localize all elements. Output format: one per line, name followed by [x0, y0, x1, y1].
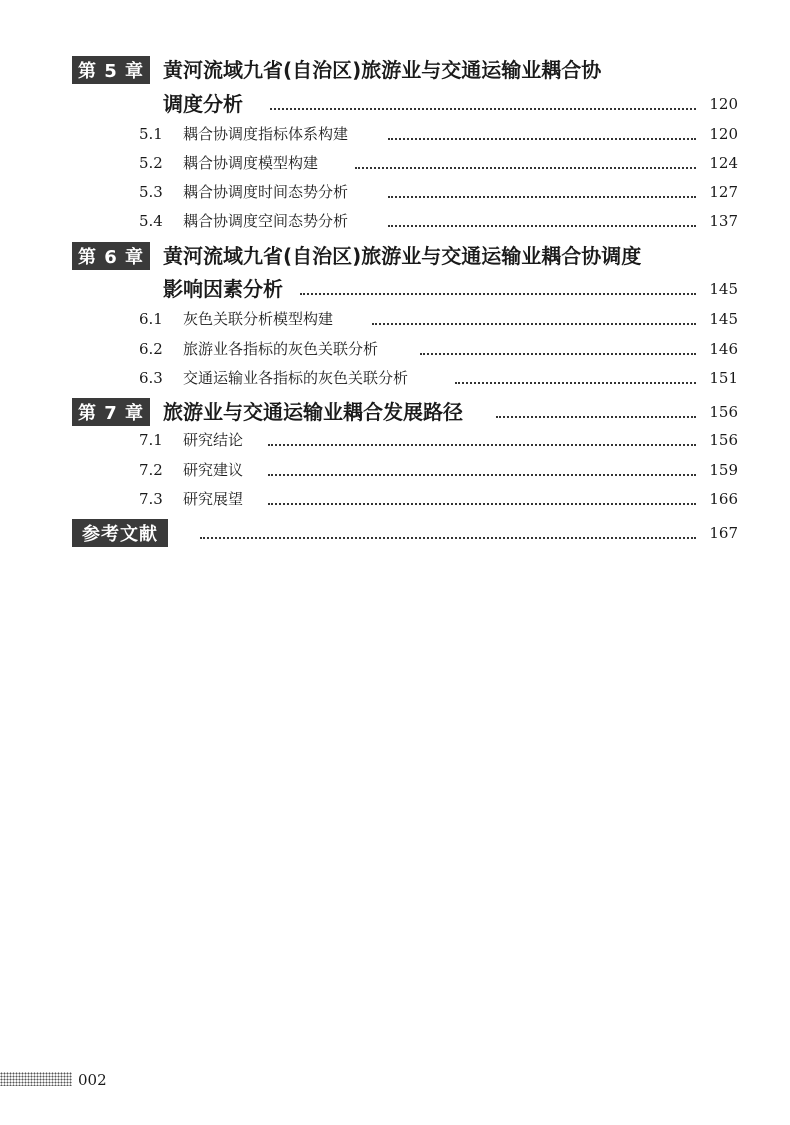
section-number: 5.4 — [139, 212, 163, 230]
section-number: 7.2 — [139, 461, 163, 479]
chapter-badge: 第 6 章 — [72, 242, 150, 270]
page-number: 137 — [709, 212, 738, 230]
page-number: 156 — [709, 431, 738, 449]
page-number: 167 — [709, 524, 738, 542]
footer-dot-pattern — [0, 1072, 72, 1086]
section-title: 研究建议 — [183, 461, 244, 479]
section-title: 耦合协调度模型构建 — [183, 154, 319, 172]
chapter-6-heading[interactable] — [0, 242, 790, 272]
leader-dots — [200, 537, 696, 539]
section-number: 6.2 — [139, 340, 163, 358]
section-title: 旅游业各指标的灰色关联分析 — [183, 340, 379, 358]
chapter-title: 黄河流域九省(自治区)旅游业与交通运输业耦合协调度 — [163, 244, 642, 268]
page-number: 166 — [709, 490, 738, 508]
section-title: 耦合协调度指标体系构建 — [183, 125, 349, 143]
page-footer — [0, 1068, 200, 1092]
section-number: 7.3 — [139, 490, 163, 508]
page-number: 146 — [709, 340, 738, 358]
leader-dots — [455, 382, 696, 384]
leader-dots — [355, 167, 696, 169]
leader-dots — [496, 416, 696, 418]
references-badge: 参考文献 — [72, 519, 168, 547]
toc-entry[interactable] — [0, 307, 790, 337]
section-title: 研究展望 — [183, 490, 244, 508]
section-title: 耦合协调度时间态势分析 — [183, 183, 349, 201]
page-number: 145 — [709, 310, 738, 328]
page-number: 124 — [709, 154, 738, 172]
leader-dots — [420, 353, 696, 355]
section-number: 6.1 — [139, 310, 163, 328]
chapter-5-heading[interactable] — [0, 56, 790, 86]
chapter-6-heading-cont[interactable] — [0, 275, 790, 305]
footer-page-number: 002 — [78, 1071, 107, 1089]
chapter-5-heading-cont[interactable] — [0, 90, 790, 120]
chapter-badge: 第 5 章 — [72, 56, 150, 84]
chapter-title-cont: 影响因素分析 — [163, 277, 283, 301]
toc-entry[interactable] — [0, 122, 790, 152]
section-title: 耦合协调度空间态势分析 — [183, 212, 349, 230]
section-title: 交通运输业各指标的灰色关联分析 — [183, 369, 409, 387]
toc-entry[interactable] — [0, 366, 790, 396]
toc-entry[interactable] — [0, 151, 790, 181]
toc-entry[interactable] — [0, 209, 790, 239]
page-number: 156 — [709, 403, 738, 421]
page-number: 145 — [709, 280, 738, 298]
page-number: 151 — [709, 369, 738, 387]
leader-dots — [300, 293, 696, 295]
leader-dots — [268, 474, 696, 476]
leader-dots — [388, 225, 696, 227]
leader-dots — [372, 323, 696, 325]
leader-dots — [388, 196, 696, 198]
chapter-badge: 第 7 章 — [72, 398, 150, 426]
section-number: 5.1 — [139, 125, 163, 143]
leader-dots — [268, 444, 696, 446]
references-heading[interactable] — [0, 519, 790, 549]
toc-entry[interactable] — [0, 458, 790, 488]
section-number: 7.1 — [139, 431, 163, 449]
section-number: 6.3 — [139, 369, 163, 387]
page-number: 120 — [709, 125, 738, 143]
page-number: 127 — [709, 183, 738, 201]
chapter-7-heading[interactable] — [0, 398, 790, 428]
page-number: 120 — [709, 95, 738, 113]
leader-dots — [388, 138, 696, 140]
toc-entry[interactable] — [0, 180, 790, 210]
page-number: 159 — [709, 461, 738, 479]
section-title: 研究结论 — [183, 431, 244, 449]
leader-dots — [268, 503, 696, 505]
chapter-title-cont: 调度分析 — [163, 92, 243, 116]
chapter-title: 旅游业与交通运输业耦合发展路径 — [163, 400, 463, 424]
section-number: 5.3 — [139, 183, 163, 201]
toc-entry[interactable] — [0, 428, 790, 458]
toc-entry[interactable] — [0, 337, 790, 367]
chapter-title: 黄河流域九省(自治区)旅游业与交通运输业耦合协 — [163, 58, 602, 82]
section-title: 灰色关联分析模型构建 — [183, 310, 334, 328]
section-number: 5.2 — [139, 154, 163, 172]
leader-dots — [270, 108, 696, 110]
toc-entry[interactable] — [0, 487, 790, 517]
